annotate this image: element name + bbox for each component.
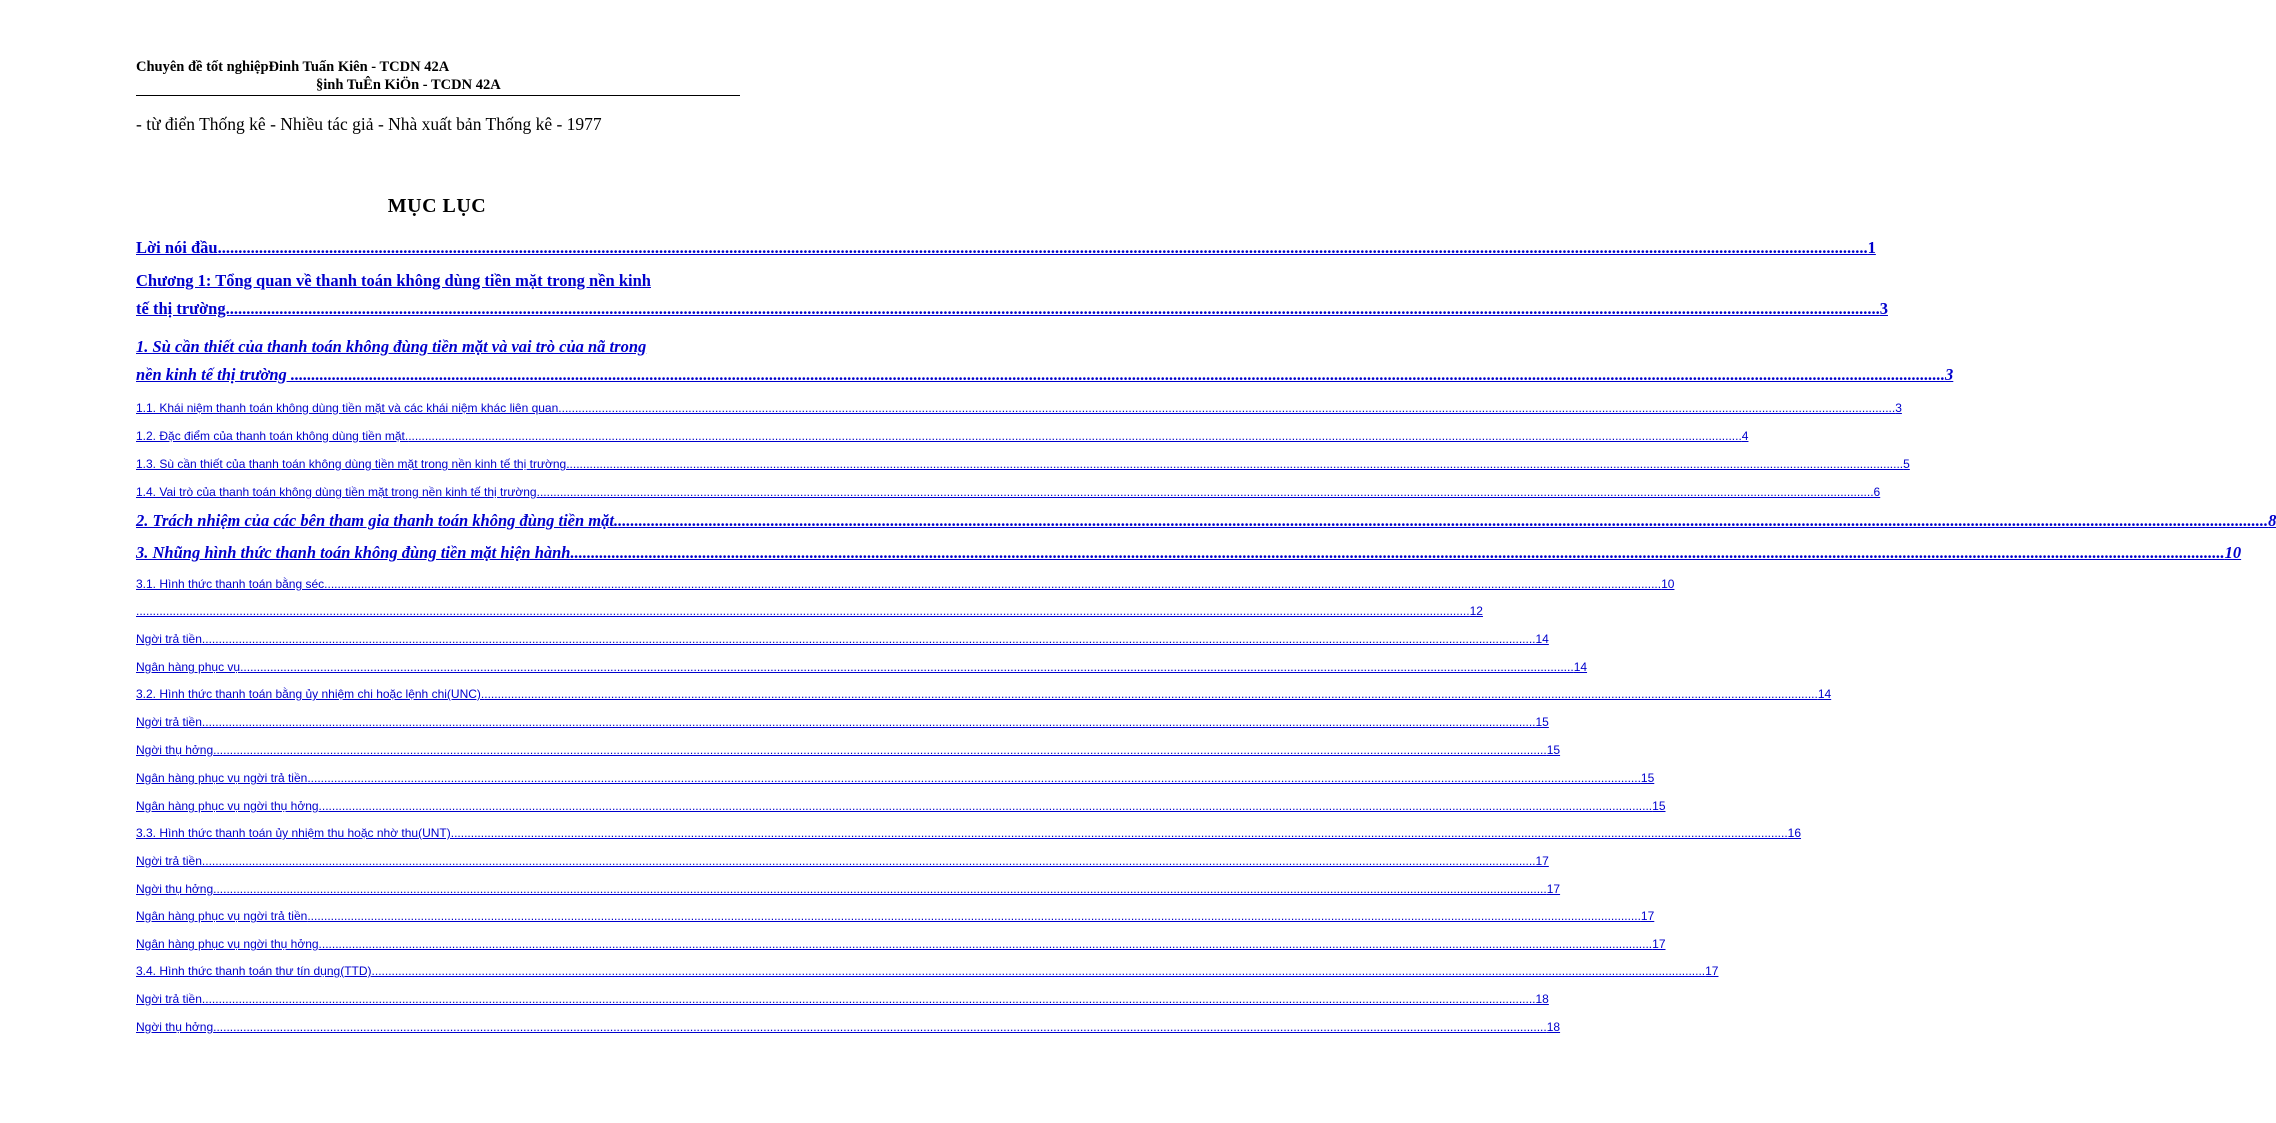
leader-dots: ................................................................................................................................................................................................................................................................................................................................................................................................................ [201, 854, 1536, 868]
toc-entry-page: 17 [1652, 937, 1666, 951]
leader-dots: ................................................................................................................................................................................................................................................................................................................................................................................................................ [213, 743, 1547, 757]
toc-entry-1-1[interactable] [136, 401, 1902, 415]
toc-entry-text-line-1: 1. Sù cần thiết của thanh toán không đùng tiền mặt và vai trò của nã trong [136, 337, 647, 356]
header-rule [136, 95, 740, 96]
toc-entry-text: Ngân hàng phục vụ ngời thụ hởng [136, 799, 319, 813]
toc-entry-text: 3.1. Hình thức thanh toán bằng séc. [136, 577, 328, 591]
leader-dots: ................................................................................................................................................................................................................................................................................................................................................................................................................ [318, 799, 1653, 813]
toc-entry-blank[interactable] [136, 604, 1483, 618]
toc-entry-page: 3 [1879, 299, 1888, 318]
leader-dots: ................................................................................................................................................................................................................................................................................................................................................................................................................ [307, 909, 1641, 923]
leader-dots: ................................................................................................................................................................................................................................................................................................................................................................................................................ [569, 457, 1904, 471]
toc-entry-3-4[interactable] [136, 964, 1719, 978]
toc-entry-text: 3.3. Hình thức thanh toán ủy nhiệm thu hoặc nhờ thu(UNT). [136, 826, 455, 840]
toc-entry-sub[interactable] [136, 992, 1549, 1006]
leader-dots: ................................................................................................................................................................................................................................................................................................................................................................................................................ [229, 299, 1880, 318]
toc-entry-sub[interactable] [136, 799, 1666, 813]
toc-entry-text: nền kinh tế thị trường . [136, 365, 296, 384]
toc-entry-page: 4 [1741, 429, 1749, 443]
leader-dots: ................................................................................................................................................................................................................................................................................................................................................................................................................ [307, 771, 1641, 785]
toc-entry-sub[interactable] [136, 1020, 1561, 1034]
toc-entry-text: Ngời thụ hởng [136, 1020, 214, 1034]
toc-entry-3-2[interactable] [136, 687, 1832, 701]
toc-entry-sub[interactable] [136, 715, 1549, 729]
header-line-2: §inh TuÊn KiÖn - TCDN 42A [316, 77, 501, 93]
leader-dots: ................................................................................................................................................................................................................................................................................................................................................................................................................ [618, 511, 2269, 530]
toc-entry-text: Lời nói đầu [136, 238, 218, 257]
toc-entry-1-4[interactable] [136, 485, 1881, 499]
toc-entry-section-1[interactable] [136, 337, 1954, 385]
toc-entry-text: 1.1. Khái niệm thanh toán không dùng tiền mặt và các khái niệm khác liên quan. [136, 401, 562, 415]
toc-entry-sub[interactable] [136, 882, 1561, 896]
leader-dots: ................................................................................................................................................................................................................................................................................................................................................................................................................ [240, 660, 1574, 674]
toc-entry-text: Ngời thụ hởng [136, 882, 214, 896]
toc-entry-text: 3. Nhũng hình thức thanh toán không đùng tiền mặt hiện hành. [136, 543, 575, 562]
toc-title: MỤC LỤC [387, 195, 487, 217]
toc-entry-page: 5 [1903, 457, 1910, 471]
toc-entry-page: 15 [1546, 743, 1561, 757]
leader-dots: ................................................................................................................................................................................................................................................................................................................................................................................................................ [408, 429, 1742, 443]
toc-entry-page: 8 [2268, 511, 2276, 530]
toc-entry-page: 15 [1640, 771, 1655, 785]
toc-entry-page: 17 [1535, 854, 1549, 868]
leader-dots: ................................................................................................................................................................................................................................................................................................................................................................................................................ [327, 577, 1662, 591]
toc-entry-section-3[interactable] [136, 543, 2242, 563]
leader-dots: ................................................................................................................................................................................................................................................................................................................................................................................................................ [318, 937, 1653, 951]
leader-dots: ................................................................................................................................................................................................................................................................................................................................................................................................................ [201, 715, 1536, 729]
toc-entry-text: tế thị trường. [136, 299, 230, 318]
toc-entry-page: 15 [1535, 715, 1549, 729]
toc-entry-page: 1 [1867, 238, 1876, 257]
toc-entry-sub[interactable] [136, 771, 1655, 785]
toc-entry-page: 15 [1652, 799, 1666, 813]
toc-entry-text: 1.2. Đặc điểm của thanh toán không dùng tiền mặt. [136, 429, 409, 443]
leader-dots: ................................................................................................................................................................................................................................................................................................................................................................................................................ [484, 687, 1818, 701]
leader-dots: ................................................................................................................................................................................................................................................................................................................................................................................................................ [371, 964, 1706, 978]
toc-entry-text: Ngân hàng phục vụ [136, 660, 241, 674]
toc-entry-page: 3 [1895, 401, 1902, 415]
toc-entry-page: 10 [2224, 543, 2242, 562]
toc-entry-page: 6 [1873, 485, 1881, 499]
toc-entry-text: Ngân hàng phục vụ ngời trả tiền [136, 771, 308, 785]
toc-entry-text: Ngân hàng phục vụ ngời thụ hởng [136, 937, 319, 951]
toc-entry-page: 18 [1535, 992, 1549, 1006]
toc-entry-page: 17 [1546, 882, 1561, 896]
toc-entry-text: Ngời trả tiền [136, 715, 202, 729]
leader-dots: ................................................................................................................................................................................................................................................................................................................................................................................................................ [213, 1020, 1547, 1034]
toc-entry-page: 14 [1573, 660, 1588, 674]
toc-entry-page: 18 [1546, 1020, 1561, 1034]
toc-entry-sub[interactable] [136, 937, 1666, 951]
toc-entry-text: 3.4. Hình thức thanh toán thư tín dụng(TTD) [136, 964, 372, 978]
leader-dots: ................................................................................................................................................................................................................................................................................................................................................................................................................ [136, 604, 1470, 618]
toc-entry-page: 14 [1817, 687, 1832, 701]
toc-entry-1-2[interactable] [136, 429, 1749, 443]
toc-entry-page: 16 [1787, 826, 1802, 840]
leader-dots: ................................................................................................................................................................................................................................................................................................................................................................................................................ [201, 992, 1536, 1006]
toc-entry-page: 14 [1535, 632, 1549, 646]
header-line-1: Chuyên đề tốt nghiệpĐinh Tuấn Kiên - TCDN 42A [136, 59, 450, 75]
leader-dots: ................................................................................................................................................................................................................................................................................................................................................................................................................ [217, 238, 1868, 257]
toc-entry-sub[interactable] [136, 909, 1655, 923]
toc-entry-page: 12 [1469, 604, 1483, 618]
toc-entry-loi-noi-dau[interactable] [136, 238, 1876, 258]
toc-entry-1-3[interactable] [136, 457, 1910, 471]
toc-entry-text: Ngân hàng phục vụ ngời trả tiền [136, 909, 308, 923]
toc-entry-chuong-1[interactable] [136, 271, 1888, 319]
leader-dots: ................................................................................................................................................................................................................................................................................................................................................................................................................ [454, 826, 1788, 840]
toc-entry-text: Ngời trả tiền [136, 992, 202, 1006]
page-header [136, 58, 740, 94]
toc-entry-sub[interactable] [136, 660, 1588, 674]
leader-dots: ................................................................................................................................................................................................................................................................................................................................................................................................................ [561, 401, 1896, 415]
toc-entry-3-3[interactable] [136, 826, 1802, 840]
toc-entry-text: 1.4. Vai trò của thanh toán không dùng tiền mặt trong nền kinh tế thị trường. [136, 485, 540, 499]
toc-entry-text: Ngời thụ hởng [136, 743, 214, 757]
toc-entry-page: 10 [1661, 577, 1675, 591]
toc-entry-3-1[interactable] [136, 577, 1675, 591]
toc-entry-sub[interactable] [136, 854, 1549, 868]
toc-entry-text-line-1: Chương 1: Tổng quan về thanh toán không dùng tiền mặt trong nền kinh [136, 271, 651, 290]
leader-dots: ................................................................................................................................................................................................................................................................................................................................................................................................................ [213, 882, 1547, 896]
toc-entry-page: 17 [1705, 964, 1719, 978]
toc-entry-sub[interactable] [136, 632, 1549, 646]
leader-dots: ................................................................................................................................................................................................................................................................................................................................................................................................................ [295, 365, 1946, 384]
leader-dots: ................................................................................................................................................................................................................................................................................................................................................................................................................ [574, 543, 2225, 562]
toc-entry-text: 3.2. Hình thức thanh toán bằng ủy nhiệm chi hoặc lệnh chi(UNC). [136, 687, 485, 701]
leader-dots: ................................................................................................................................................................................................................................................................................................................................................................................................................ [539, 485, 1874, 499]
source-line: - từ điển Thống kê - Nhiều tác giả - Nhà xuất bản Thống kê - 1977 [136, 114, 602, 134]
toc-entry-text: 2. Trách nhiệm của các bên tham gia thanh toán không đùng tiền mặt. [136, 511, 619, 530]
toc-entry-sub[interactable] [136, 743, 1561, 757]
toc-entry-page: 3 [1945, 365, 1954, 384]
leader-dots: ................................................................................................................................................................................................................................................................................................................................................................................................................ [201, 632, 1536, 646]
toc-entry-section-2[interactable] [136, 511, 2276, 531]
toc-entry-text: Ngời trả tiền [136, 632, 202, 646]
toc-entry-text: Ngời trả tiền [136, 854, 202, 868]
toc-entry-text: 1.3. Sù cần thiết của thanh toán không dùng tiền mặt trong nền kinh tế thị trường. [136, 457, 570, 471]
toc-entry-page: 17 [1640, 909, 1655, 923]
